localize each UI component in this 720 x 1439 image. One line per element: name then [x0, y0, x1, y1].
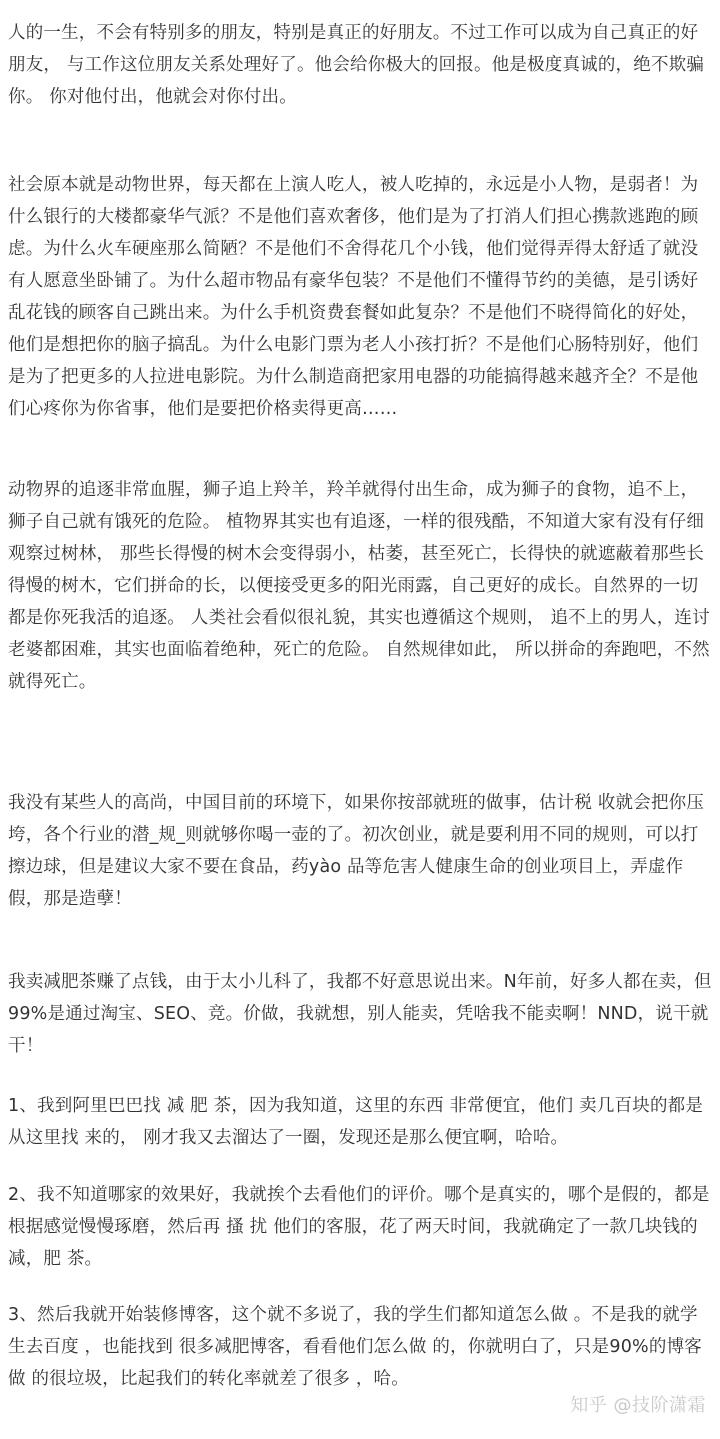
paragraph-nature: 动物界的追逐非常血腥，狮子追上羚羊，羚羊就得付出生命，成为狮子的食物，追不上，狮子自己就有饿死的危险。 植物界其实也有追逐，一样的很残酷，不知道大家有没有仔细观察过树林， 那些长得慢的树木会变得弱小，枯萎，甚至死亡，长得快的就遮蔽着那些长得慢的树木，它们拼命的长，以便接受更多的阳光雨露，自己更好的成长。自然界的一切都是你死我活的追逐。 人类社会看似很礼貌，其实也遵循这个规则， 追不上的男人，连讨老婆都困难，其实也面临着绝种，死亡的危险。 自然规律如此， 所以拼命的奔跑吧，不然就得死亡。 — [8, 480, 710, 692]
paragraph-step-1: 1、我到阿里巴巴找 减 肥 茶，因为我知道，这里的东西 非常便宜，他们 卖几百块的都是从这里找 来的， 刚才我又去溜达了一圈，发现还是那么便宜啊，哈哈。 — [8, 1096, 704, 1148]
paragraph-slimming-tea: 我卖减肥茶赚了点钱，由于太小儿科了，我都不好意思说出来。N年前，好多人都在卖，但99%是通过淘宝、SEO、竞。价做，我就想，别人能卖，凭啥我不能卖啊！NND，说干就干！ — [8, 972, 712, 1056]
paragraph-rules: 我没有某些人的高尚，中国目前的环境下，如果你按部就班的做事，估计税 收就会把你压垮，各个行业的潜_规_则就够你喝一壶的了。初次创业，就是要利用不同的规则，可以打擦边球，但是建议大家不要在食品，药yào 品等危害人健康生命的创业项目上，弄虚作假，那是造孽！ — [8, 793, 705, 909]
paragraph-friends: 人的一生，不会有特别多的朋友，特别是真正的好朋友。不过工作可以成为自己真正的好朋友， 与工作这位朋友关系处理好了。他会给你极大的回报。他是极度真诚的，绝不欺骗你。 你对他付出，他就会对你付出。 — [8, 23, 705, 107]
paragraph-step-2: 2、我不知道哪家的效果好，我就挨个去看他们的评价。哪个是真实的，哪个是假的，都是根据感觉慢慢琢磨，然后再 搔 扰 他们的客服，花了两天时间，我就确定了一款几块钱的减，肥 茶。 — [8, 1185, 710, 1269]
paragraph-step-3: 3、然后我就开始装修博客，这个就不多说了，我的学生们都知道怎么做 。不是我的就学生去百度 ，也能找到 很多减肥博客，看看他们怎么做 的，你就明白了，只是90%的博客做 的很垃圾，比起我们的转化率就差了很多 ，哈。 — [8, 1305, 702, 1389]
paragraph-society: 社会原本就是动物世界，每天都在上演人吃人，被人吃掉的，永远是小人物，是弱者！为什么银行的大楼都豪华气派？不是他们喜欢奢侈，他们是为了打消人们担心携款逃跑的顾虑。为什么火车硬座那么简陋？不是他们不舍得花几个小钱，他们觉得弄得太舒适了就没有人愿意坐卧铺了。为什么超市物品有豪华包装？不是他们不懂得节约的美德，是引诱好乱花钱的顾客自己跳出来。为什么手机资费套餐如此复杂？不是他们不晓得简化的好处，他们是想把你的脑子搞乱。为什么电影门票为老人小孩打折？不是他们心肠特别好，他们是为了把更多的人拉进电影院。为什么制造商把家用电器的功能搞得越来越齐全？不是他们心疼你为你省事，他们是要把价格卖得更高…… — [8, 175, 699, 419]
zhihu-watermark: 知乎 @技阶潇霜 — [570, 1395, 706, 1416]
